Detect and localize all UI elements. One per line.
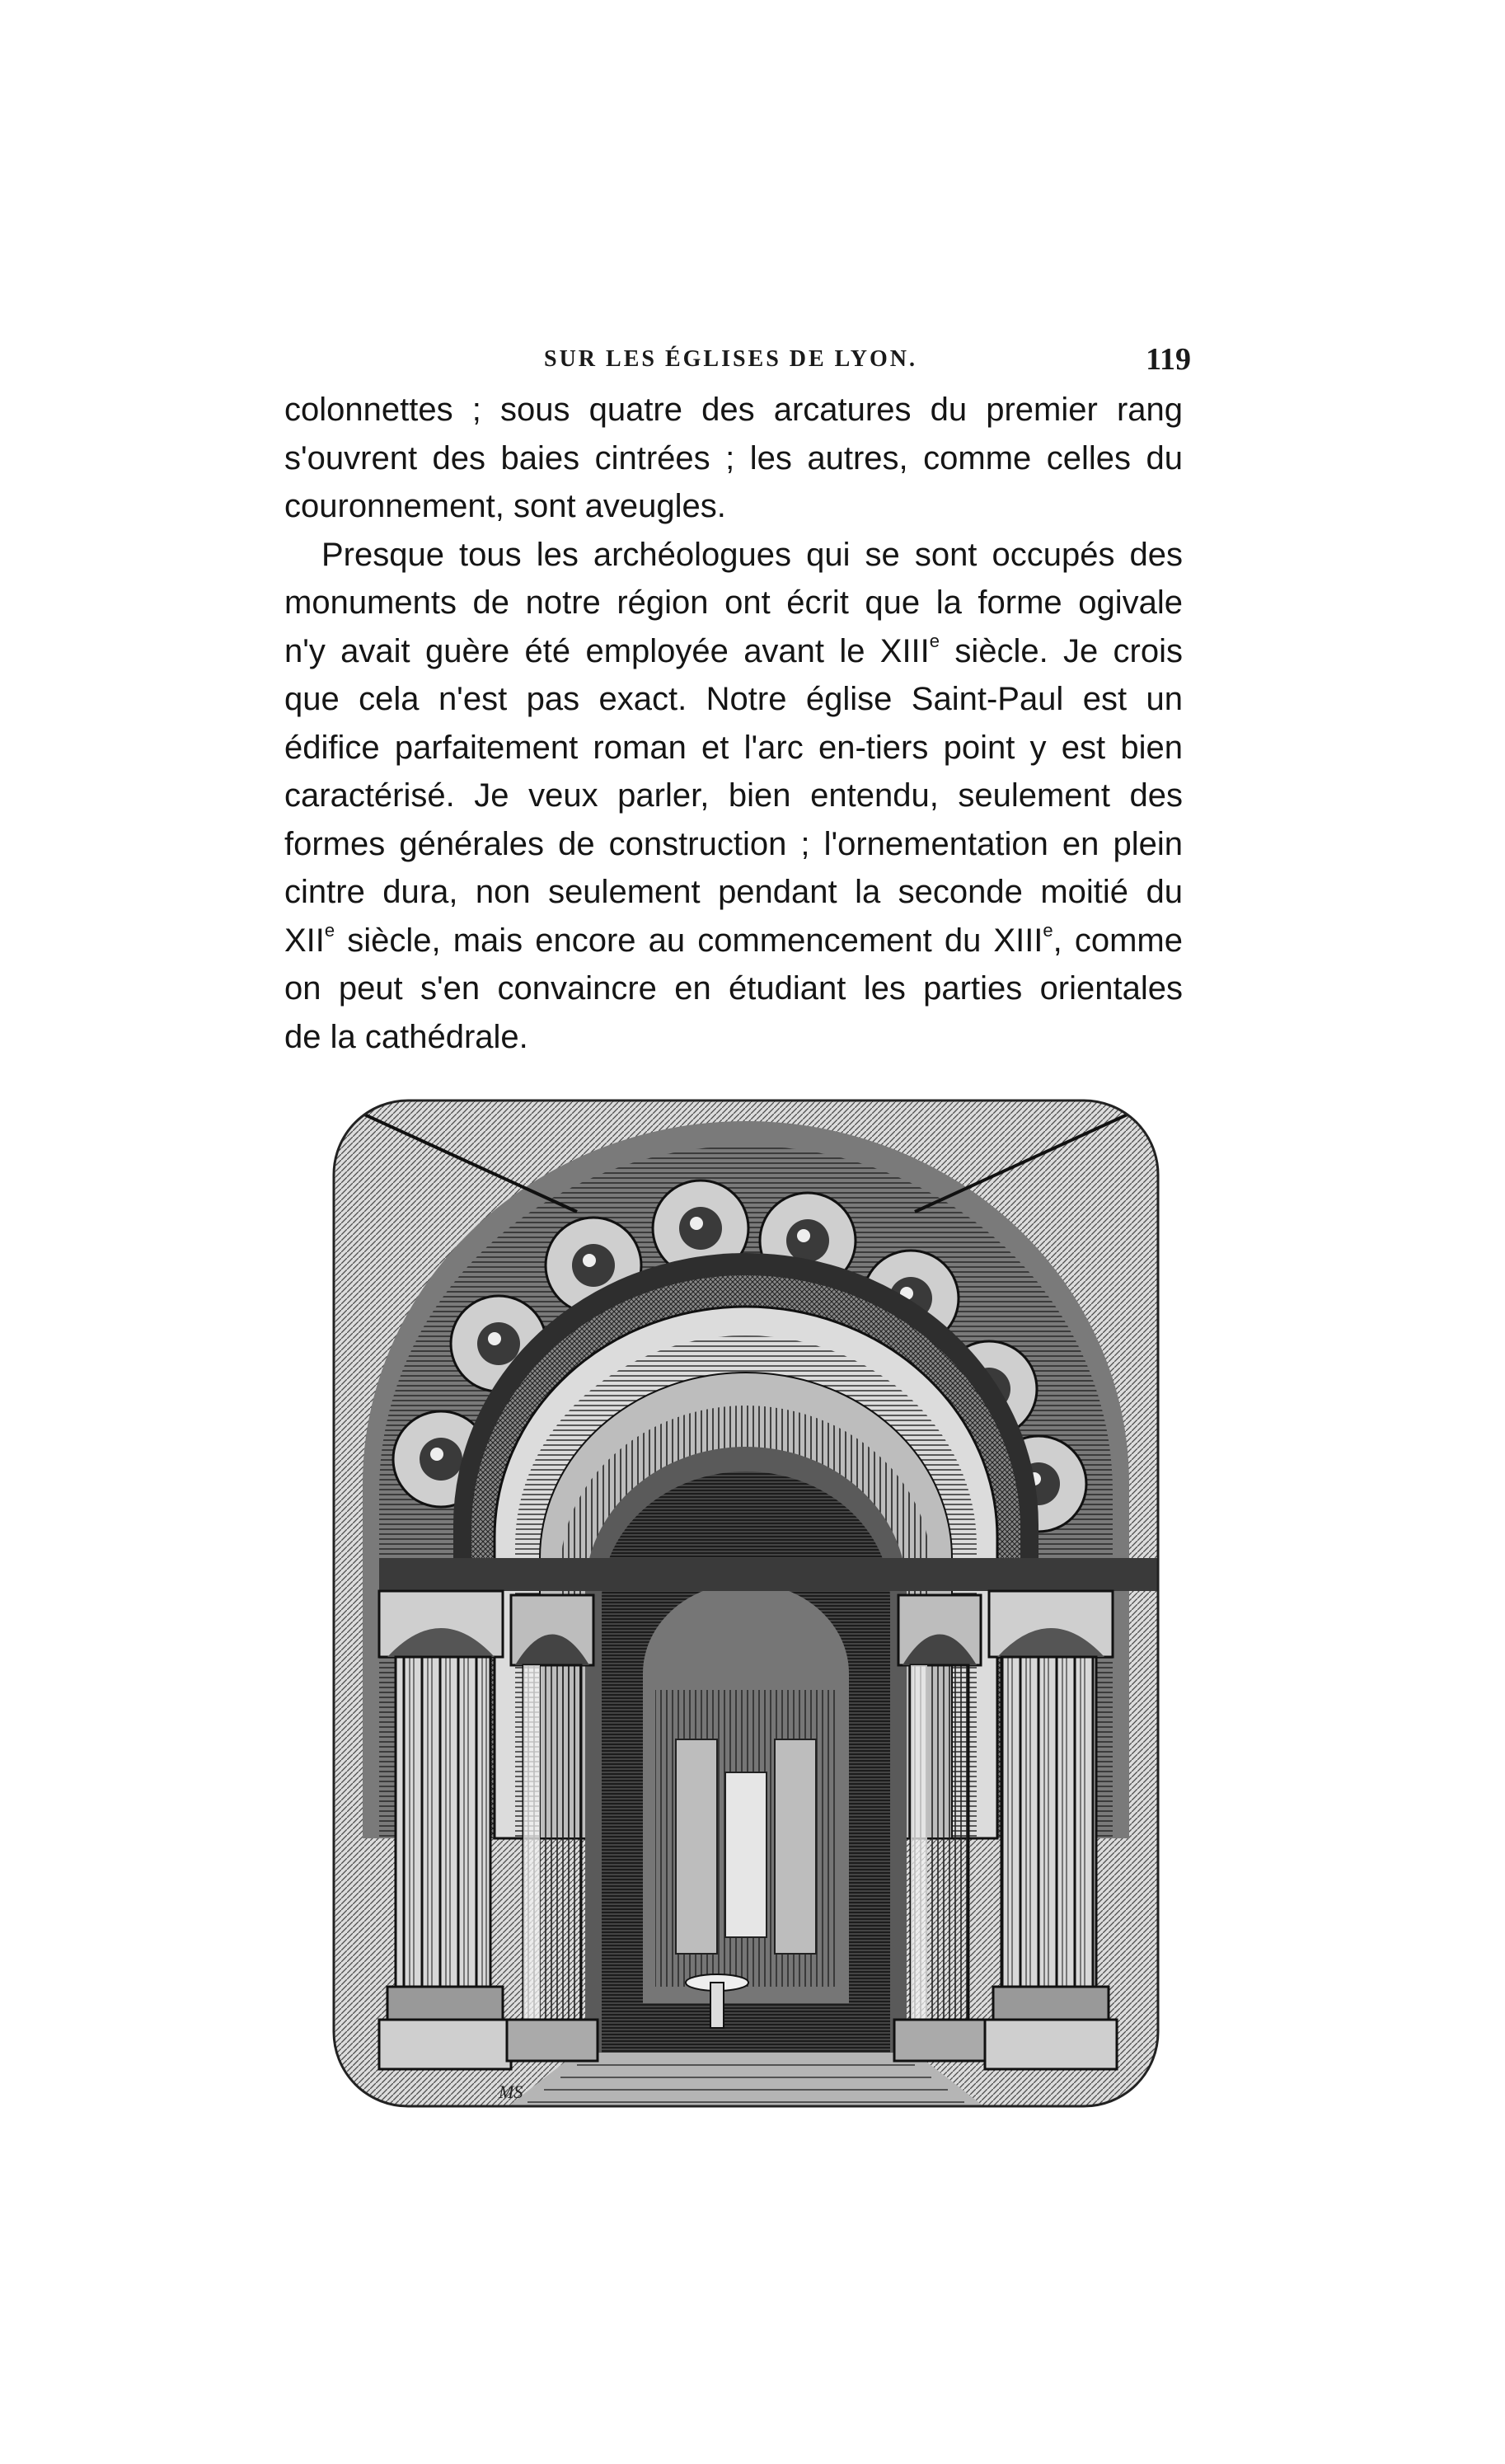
text-line: s'ouvrent des baies cintrées ; les autres, comme celles du	[284, 439, 1183, 476]
superscript: e	[1043, 919, 1053, 941]
running-head-title: SUR LES ÉGLISES DE LYON.	[544, 346, 918, 372]
text-line	[284, 917, 1183, 965]
superscript: e	[929, 630, 940, 651]
text-line: on peut s'en convaincre en étudiant les parties orientales	[284, 970, 1183, 1007]
text-line: monuments de notre région ont écrit que la forme ogivale	[284, 584, 1183, 621]
body-text	[284, 386, 1183, 1061]
text-line: colonnettes ; sous quatre des arcatures du premier rang	[284, 392, 1183, 428]
text-run: siècle, mais encore au commencement du XIII	[335, 922, 1043, 959]
text-line: Presque tous les archéologues qui se sont occupés des	[321, 536, 1183, 573]
text-run: XII	[284, 922, 325, 959]
text-line: édifice parfaitement roman et l'arc en-tiers point y est bien	[284, 729, 1183, 766]
text-line: formes générales de construction ; l'ornementation en plein	[284, 825, 1183, 862]
text-line: que cela n'est pas exact. Notre église Saint-Paul est un	[284, 681, 1183, 717]
text-line	[284, 627, 1183, 676]
text-line: couronnement, sont aveugles.	[284, 488, 726, 524]
text-run: , comme	[1053, 922, 1183, 959]
text-run: siècle. Je crois	[940, 632, 1183, 669]
page-number: 119	[1146, 342, 1191, 377]
superscript: e	[324, 919, 335, 941]
engraving-romanesque-portal	[330, 1096, 1162, 2110]
engraver-signature: MS	[499, 2081, 523, 2102]
text-line: de la cathédrale.	[284, 1018, 528, 1055]
engraving-illustration	[330, 1096, 1162, 2110]
text-line: caractérisé. Je veux parler, bien entendu, seulement des	[284, 777, 1183, 814]
text-line: cintre dura, non seulement pendant la seconde moitié du	[284, 874, 1183, 910]
text-run: n'y avait guère été employée avant le XIII	[284, 632, 930, 669]
